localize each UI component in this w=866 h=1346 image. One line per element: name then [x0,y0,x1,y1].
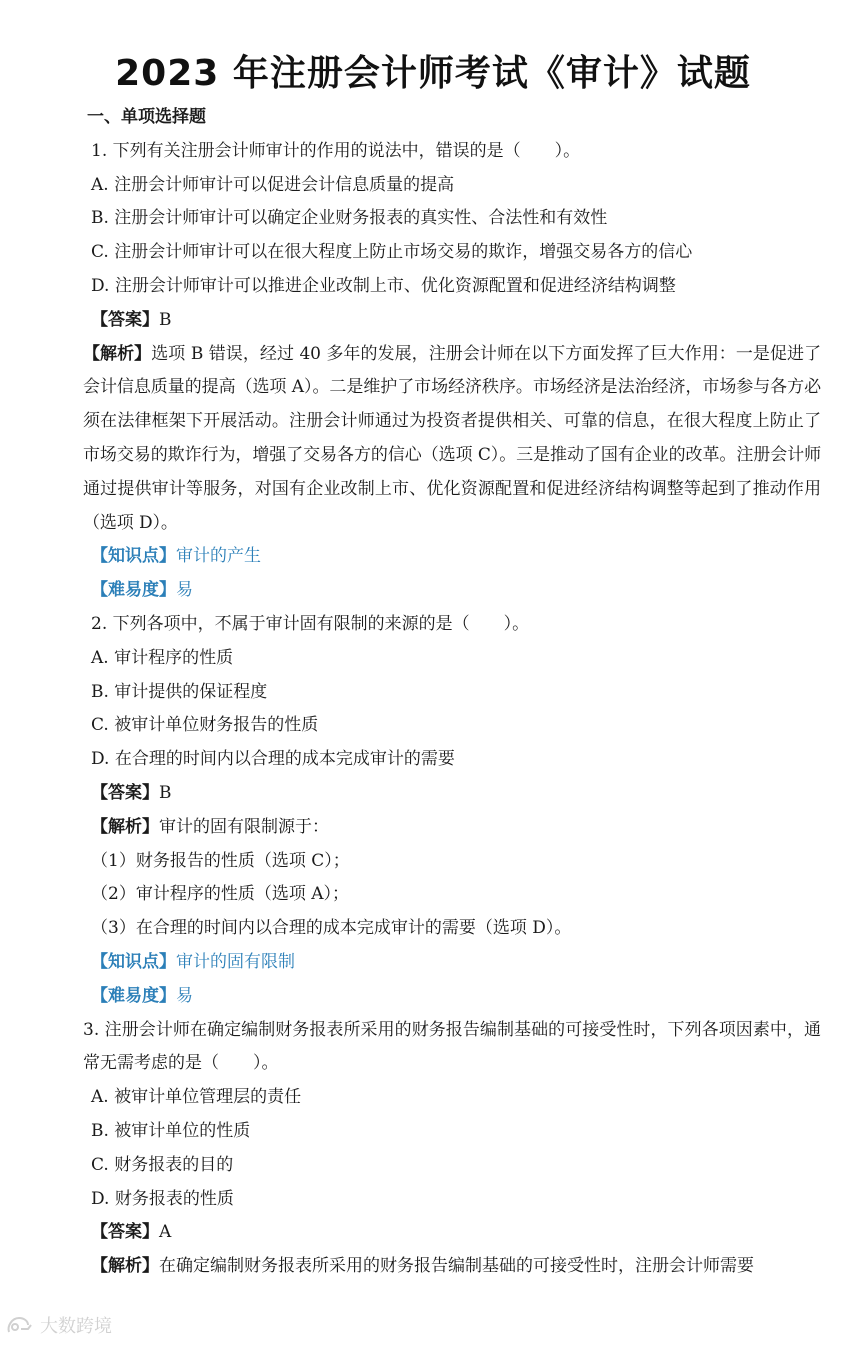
watermark [6,1312,112,1338]
question-1-stem: 1. 下列有关注册会计师审计的作用的说法中，错误的是（ ）。 [91,140,581,161]
answer-label: 【答案】 [91,309,159,330]
difficulty-value: 易 [176,985,193,1006]
question-1-difficulty [87,574,817,608]
question-2-stem: 2. 下列各项中，不属于审计固有限制的来源的是（ ）。 [91,613,530,634]
answer-label: 【答案】 [91,1222,159,1243]
question-1-option-c: C. 注册会计师审计可以在很大程度上防止市场交易的欺诈，增强交易各方的信心 [91,242,693,263]
question-3-option-d: D. 财务报表的性质 [91,1188,234,1209]
section-heading: 一、单项选择题 [87,107,206,127]
question-2-option-a: A. 审计程序的性质 [91,647,234,668]
question-2-option-b: B. 审计提供的保证程度 [91,681,268,702]
question-3-option-a: A. 被审计单位管理层的责任 [91,1087,302,1108]
question-1-option-b: B. 注册会计师审计可以确定企业财务报表的真实性、合法性和有效性 [91,208,608,229]
knowledge-label: 【知识点】 [91,951,176,972]
question-3-option-b: B. 被审计单位的性质 [91,1120,251,1141]
analysis-label: 【解析】 [91,1256,159,1277]
answer-value: A [159,1222,172,1243]
question-1-option-a: A. 注册会计师审计可以促进会计信息质量的提高 [91,174,455,195]
answer-label: 【答案】 [91,782,159,803]
difficulty-label: 【难易度】 [91,580,176,601]
question-2-option-d: D. 在合理的时间内以合理的成本完成审计的需要 [91,749,455,770]
watermark-text: 大数跨境 [40,1316,112,1337]
knowledge-value: 审计的产生 [176,546,261,567]
question-2-analysis-item-2: （2）审计程序的性质（选项 A）； [91,884,349,905]
question-3-option-c: C. 财务报表的目的 [91,1154,234,1175]
question-1-option-d: D. 注册会计师审计可以推进企业改制上市、优化资源配置和促进经济结构调整 [91,275,676,296]
question-2-analysis-item-3: （3）在合理的时间内以合理的成本完成审计的需要（选项 D）。 [91,918,572,939]
question-1-analysis [79,338,821,541]
question-3-answer [87,1216,817,1250]
analysis-text: 选项 B 错误，经过 40 多年的发展，注册会计师在以下方面发挥了巨大作用：一是促进了会计信息质量的提高（选项 A）。二是维护了市场经济秩序。市场经济是法治经济，市场参与各方必须在法律框架下开展活动。注册会计师通过为投资者提供相关、可靠的信息，在很大程度上防止了市场交易的欺诈行为，增强了交易各方的信心（选项 C）。三是推动了国有企业的改革。注册会计师通过提供审计等服务，对国有企业改制上市、优化资源配置和促进经济结构调整等起到了推动作用（选项 D）。 [83,343,821,533]
question-3-analysis [87,1250,817,1284]
question-3-stem: 3. 注册会计师在确定编制财务报表所采用的财务报告编制基础的可接受性时，下列各项因素中，通常无需考虑的是（ ）。 [83,1019,821,1074]
analysis-label: 【解析】 [91,816,159,837]
analysis-label: 【解析】 [83,343,152,364]
question-2-analysis [87,811,817,845]
difficulty-label: 【难易度】 [91,985,176,1006]
watermark-logo-icon [6,1314,34,1336]
question-2-option-c: C. 被审计单位财务报告的性质 [91,715,319,736]
question-1-knowledge [87,540,817,574]
analysis-text: 审计的固有限制源于： [159,816,329,837]
question-2-answer [87,777,817,811]
document-title: 2023 年注册会计师考试《审计》试题 [115,53,751,94]
knowledge-value: 审计的固有限制 [176,951,295,972]
analysis-text: 在确定编制财务报表所采用的财务报告编制基础的可接受性时，注册会计师需要 [159,1256,754,1277]
difficulty-value: 易 [176,580,193,601]
document-body [83,101,821,1284]
question-2-knowledge [87,946,817,980]
answer-value: B [159,782,172,803]
knowledge-label: 【知识点】 [91,546,176,567]
question-2-analysis-item-1: （1）财务报告的性质（选项 C）； [91,850,350,871]
question-1-answer [87,304,817,338]
question-2-difficulty [87,980,817,1014]
answer-value: B [159,309,172,330]
